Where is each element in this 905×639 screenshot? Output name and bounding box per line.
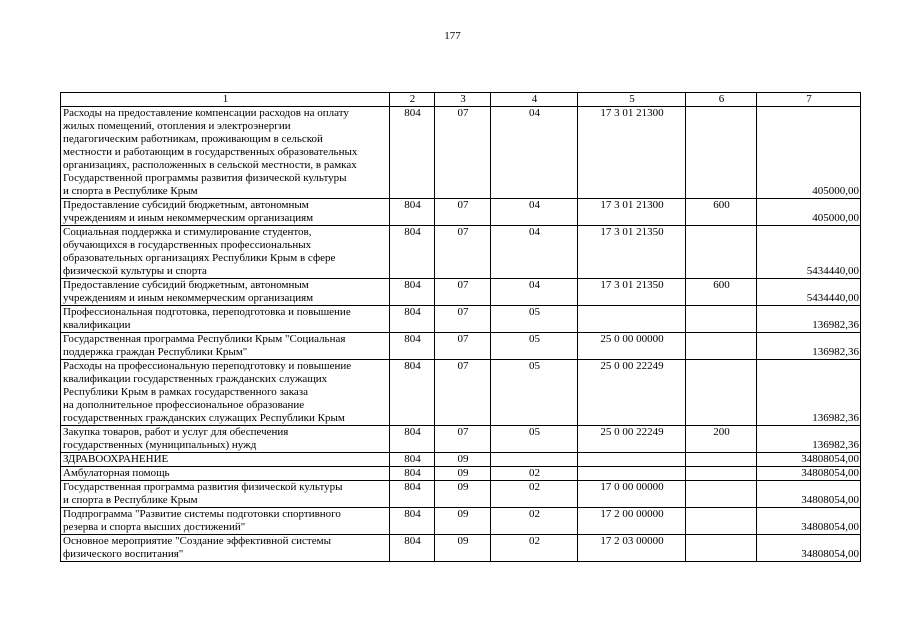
row-col3-text: 07 bbox=[457, 107, 469, 119]
row-name-cell bbox=[61, 199, 390, 226]
table-row bbox=[61, 453, 861, 467]
row-amount-cell bbox=[757, 333, 861, 360]
row-col3-text: 09 bbox=[457, 508, 469, 520]
row-col3-text: 07 bbox=[457, 426, 469, 438]
row-col4-text: 04 bbox=[529, 199, 540, 211]
row-name-text: Расходы на предоставление компенсации расходов на оплату жилых помещений, отопления и электроэнергии педагогическим работникам, проживающим в сельской местности и работающим в государственных образовательных организациях, расположенных в сельской местности, в рамках Государственной программы развития физической культуры и спорта в Республике Крым bbox=[63, 107, 358, 197]
table-row bbox=[61, 199, 861, 226]
row-amount-text: 136982,36 bbox=[812, 439, 859, 451]
row-col6-cell bbox=[686, 453, 757, 467]
table-row bbox=[61, 333, 861, 360]
row-amount-text: 34808054,00 bbox=[801, 521, 859, 533]
row-name-cell bbox=[61, 481, 390, 508]
row-col4-text: 04 bbox=[529, 279, 540, 291]
row-name-cell bbox=[61, 226, 390, 279]
row-col5-cell bbox=[578, 333, 686, 360]
row-col2-cell bbox=[390, 481, 435, 508]
header-col-4: 4 bbox=[491, 93, 578, 107]
budget-table bbox=[60, 92, 861, 562]
table-row bbox=[61, 279, 861, 306]
row-col2-cell bbox=[390, 535, 435, 562]
row-col2-text: 804 bbox=[404, 306, 421, 318]
row-name-text: Социальная поддержка и стимулирование студентов, обучающихся в государственных профессиональных образовательных организациях Республики Крым в сфере физической культуры и спорта bbox=[63, 226, 336, 277]
row-col2-text: 804 bbox=[404, 360, 421, 372]
row-col3-cell bbox=[435, 306, 491, 333]
row-col3-cell bbox=[435, 426, 491, 453]
row-col3-cell bbox=[435, 226, 491, 279]
row-col5-text: 25 0 00 22249 bbox=[600, 360, 664, 372]
table-row bbox=[61, 535, 861, 562]
row-col2-text: 804 bbox=[404, 508, 421, 520]
row-amount-text: 136982,36 bbox=[812, 346, 859, 358]
row-col4-cell bbox=[491, 279, 578, 306]
row-col4-text: 02 bbox=[529, 535, 540, 547]
row-col6-cell bbox=[686, 306, 757, 333]
row-col4-text: 05 bbox=[529, 426, 540, 438]
row-col5-cell bbox=[578, 107, 686, 199]
row-col2-cell bbox=[390, 467, 435, 481]
row-col2-text: 804 bbox=[404, 453, 421, 465]
row-col2-text: 804 bbox=[404, 333, 421, 345]
row-name-text: Амбулаторная помощь bbox=[63, 467, 170, 479]
row-col3-cell bbox=[435, 535, 491, 562]
row-col3-cell bbox=[435, 453, 491, 467]
table-row bbox=[61, 467, 861, 481]
table-row bbox=[61, 226, 861, 279]
row-amount-text: 5434440,00 bbox=[806, 292, 859, 304]
row-amount-text: 5434440,00 bbox=[806, 265, 859, 277]
row-name-cell bbox=[61, 107, 390, 199]
row-col3-cell bbox=[435, 508, 491, 535]
row-amount-cell bbox=[757, 226, 861, 279]
row-col6-cell bbox=[686, 199, 757, 226]
row-amount-cell bbox=[757, 481, 861, 508]
row-col2-text: 804 bbox=[404, 199, 421, 211]
row-amount-text: 34808054,00 bbox=[801, 467, 859, 479]
row-col6-cell bbox=[686, 360, 757, 426]
row-col4-text: 04 bbox=[529, 226, 540, 238]
row-amount-cell bbox=[757, 426, 861, 453]
row-col3-cell bbox=[435, 333, 491, 360]
row-col4-cell bbox=[491, 453, 578, 467]
row-col6-cell bbox=[686, 508, 757, 535]
header-col-3: 3 bbox=[435, 93, 491, 107]
row-col4-cell bbox=[491, 360, 578, 426]
row-col5-text: 17 3 01 21300 bbox=[600, 107, 664, 119]
header-row bbox=[61, 93, 861, 107]
row-col5-cell bbox=[578, 535, 686, 562]
row-name-cell bbox=[61, 360, 390, 426]
row-col3-text: 07 bbox=[457, 279, 469, 291]
row-col5-cell bbox=[578, 481, 686, 508]
row-col5-cell bbox=[578, 279, 686, 306]
row-col5-cell bbox=[578, 360, 686, 426]
row-col4-text: 05 bbox=[529, 306, 540, 318]
table-row bbox=[61, 360, 861, 426]
row-amount-text: 34808054,00 bbox=[801, 453, 859, 465]
row-col6-cell bbox=[686, 107, 757, 199]
row-col3-text: 07 bbox=[457, 226, 469, 238]
row-col3-cell bbox=[435, 481, 491, 508]
row-name-text: Государственная программа развития физической культуры и спорта в Республике Крым bbox=[63, 481, 343, 506]
row-col3-cell bbox=[435, 279, 491, 306]
row-col3-text: 09 bbox=[457, 453, 469, 465]
row-col3-text: 07 bbox=[457, 306, 469, 318]
row-col2-text: 804 bbox=[404, 467, 421, 479]
row-col2-text: 804 bbox=[404, 226, 421, 238]
row-amount-cell bbox=[757, 467, 861, 481]
row-col4-cell bbox=[491, 481, 578, 508]
table-row bbox=[61, 508, 861, 535]
header-col-2: 2 bbox=[390, 93, 435, 107]
row-amount-text: 405000,00 bbox=[812, 185, 859, 197]
table-row bbox=[61, 306, 861, 333]
row-col2-cell bbox=[390, 360, 435, 426]
page-number: 177 bbox=[444, 30, 461, 42]
row-col2-cell bbox=[390, 107, 435, 199]
row-col3-text: 09 bbox=[457, 481, 469, 493]
row-col4-text: 05 bbox=[529, 360, 540, 372]
row-col6-cell bbox=[686, 426, 757, 453]
table-row bbox=[61, 426, 861, 453]
row-col2-text: 804 bbox=[404, 481, 421, 493]
row-amount-cell bbox=[757, 360, 861, 426]
row-col2-cell bbox=[390, 508, 435, 535]
row-amount-text: 405000,00 bbox=[812, 212, 859, 224]
row-amount-cell bbox=[757, 306, 861, 333]
row-amount-cell bbox=[757, 199, 861, 226]
row-col5-text: 25 0 00 00000 bbox=[600, 333, 664, 345]
row-amount-cell bbox=[757, 453, 861, 467]
row-col4-text: 02 bbox=[529, 467, 540, 479]
row-col2-cell bbox=[390, 199, 435, 226]
row-col5-text: 17 2 00 00000 bbox=[600, 508, 664, 520]
header-col-5: 5 bbox=[578, 93, 686, 107]
row-col2-text: 804 bbox=[404, 107, 421, 119]
row-name-text: Расходы на профессиональную переподготовку и повышение квалификации государственных гражданских служащих Республики Крым в рамках государственного заказа на дополнительное профессиональное образование государственных гражданских служащих Республики Крым bbox=[63, 360, 352, 424]
row-col4-cell bbox=[491, 467, 578, 481]
row-col3-text: 07 bbox=[457, 199, 469, 211]
row-col5-text: 25 0 00 22249 bbox=[600, 426, 664, 438]
row-col5-cell bbox=[578, 226, 686, 279]
row-col5-cell bbox=[578, 453, 686, 467]
row-col4-cell bbox=[491, 306, 578, 333]
row-col3-cell bbox=[435, 360, 491, 426]
row-col6-cell bbox=[686, 481, 757, 508]
row-col4-cell bbox=[491, 535, 578, 562]
header-col-7: 7 bbox=[757, 93, 861, 107]
row-name-text: Государственная программа Республики Крым "Социальная поддержка граждан Республики Крым" bbox=[63, 333, 346, 358]
row-col6-cell bbox=[686, 535, 757, 562]
row-col5-cell bbox=[578, 467, 686, 481]
row-amount-cell bbox=[757, 535, 861, 562]
row-col4-text: 05 bbox=[529, 333, 540, 345]
table-row bbox=[61, 107, 861, 199]
row-col5-text: 17 0 00 00000 bbox=[600, 481, 664, 493]
row-col3-text: 09 bbox=[457, 467, 469, 479]
row-name-text: Профессиональная подготовка, переподготовка и повышение квалификации bbox=[63, 306, 351, 331]
row-col6-cell bbox=[686, 279, 757, 306]
row-amount-cell bbox=[757, 279, 861, 306]
row-col6-cell bbox=[686, 226, 757, 279]
row-col3-cell bbox=[435, 467, 491, 481]
header-col-6: 6 bbox=[686, 93, 757, 107]
row-name-cell bbox=[61, 333, 390, 360]
row-name-cell bbox=[61, 453, 390, 467]
row-name-text: ЗДРАВООХРАНЕНИЕ bbox=[63, 453, 169, 465]
row-col2-cell bbox=[390, 426, 435, 453]
row-col3-cell bbox=[435, 107, 491, 199]
row-name-text: Закупка товаров, работ и услуг для обеспечения государственных (муниципальных) нужд bbox=[63, 426, 289, 451]
row-name-cell bbox=[61, 426, 390, 453]
row-col4-cell bbox=[491, 508, 578, 535]
row-col5-cell bbox=[578, 426, 686, 453]
row-amount-text: 34808054,00 bbox=[801, 548, 859, 560]
row-col2-cell bbox=[390, 226, 435, 279]
row-col3-text: 07 bbox=[457, 333, 469, 345]
row-amount-cell bbox=[757, 508, 861, 535]
row-col3-cell bbox=[435, 199, 491, 226]
row-col4-cell bbox=[491, 426, 578, 453]
row-col4-text: 02 bbox=[529, 508, 540, 520]
row-col2-text: 804 bbox=[404, 535, 421, 547]
row-name-cell bbox=[61, 508, 390, 535]
row-col2-cell bbox=[390, 333, 435, 360]
row-col4-text: 02 bbox=[529, 481, 540, 493]
row-name-text: Предоставление субсидий бюджетным, автономным учреждениям и иным некоммерческим организациям bbox=[63, 279, 314, 304]
row-col2-text: 804 bbox=[404, 426, 421, 438]
row-name-cell bbox=[61, 279, 390, 306]
header-col-1: 1 bbox=[61, 93, 390, 107]
row-name-text: Основное мероприятие "Создание эффективной системы физического воспитания" bbox=[63, 535, 331, 560]
row-col2-cell bbox=[390, 279, 435, 306]
row-name-cell bbox=[61, 306, 390, 333]
row-name-cell bbox=[61, 467, 390, 481]
row-col4-text: 04 bbox=[529, 107, 540, 119]
row-col6-text: 200 bbox=[713, 426, 730, 438]
row-col6-cell bbox=[686, 467, 757, 481]
row-col5-text: 17 2 03 00000 bbox=[600, 535, 664, 547]
row-col5-cell bbox=[578, 306, 686, 333]
row-col6-cell bbox=[686, 333, 757, 360]
row-col2-text: 804 bbox=[404, 279, 421, 291]
row-amount-text: 136982,36 bbox=[812, 412, 859, 424]
row-name-text: Подпрограмма "Развитие системы подготовки спортивного резерва и спорта высших достижений" bbox=[63, 508, 341, 533]
row-col2-cell bbox=[390, 453, 435, 467]
row-amount-cell bbox=[757, 107, 861, 199]
row-col5-cell bbox=[578, 199, 686, 226]
row-col5-text: 17 3 01 21350 bbox=[600, 226, 664, 238]
row-col3-text: 07 bbox=[457, 360, 469, 372]
row-col5-text: 17 3 01 21300 bbox=[600, 199, 664, 211]
row-col2-cell bbox=[390, 306, 435, 333]
row-col3-text: 09 bbox=[457, 535, 469, 547]
row-name-cell bbox=[61, 535, 390, 562]
row-col4-cell bbox=[491, 107, 578, 199]
row-amount-text: 136982,36 bbox=[812, 319, 859, 331]
row-col6-text: 600 bbox=[713, 199, 730, 211]
row-amount-text: 34808054,00 bbox=[801, 494, 859, 506]
table-row bbox=[61, 481, 861, 508]
row-col5-cell bbox=[578, 508, 686, 535]
row-col4-cell bbox=[491, 226, 578, 279]
row-name-text: Предоставление субсидий бюджетным, автономным учреждениям и иным некоммерческим организациям bbox=[63, 199, 314, 224]
row-col6-text: 600 bbox=[713, 279, 730, 291]
row-col5-text: 17 3 01 21350 bbox=[600, 279, 664, 291]
row-col4-cell bbox=[491, 199, 578, 226]
row-col4-cell bbox=[491, 333, 578, 360]
